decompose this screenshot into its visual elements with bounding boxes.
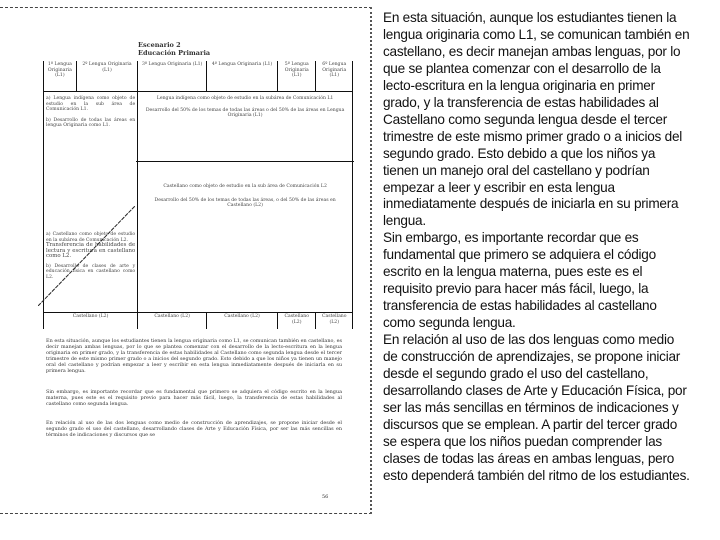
text-line: clases de todas las áreas en ambas lenguas, pero bbox=[383, 450, 675, 466]
left-text: b) Desarrollo de todas las áreas en lengua Originaria como L1. bbox=[46, 117, 136, 128]
text-line: requisito previo para hacer más fácil, luego, la bbox=[383, 281, 649, 297]
right-bottom-subcell bbox=[138, 162, 352, 217]
left-text: b) Desarrollo de clases de arte y educación física en castellano como L2. bbox=[46, 263, 136, 280]
header-cell: 2º Lengua Originaria (L1) bbox=[76, 61, 137, 92]
right-text: Desarrollo del 50% de los temas de todas las áreas, o del 50% de las áreas en Castellano (L2) bbox=[154, 197, 336, 208]
text-line: que se plantea comenzar con el desarrollo de la bbox=[383, 60, 661, 76]
header-cell: 1º Lengua Originaria (L1) bbox=[44, 61, 77, 92]
text-line: discursos que se emplean. A partir del tercer grado bbox=[383, 416, 678, 432]
text-line: como segunda lengua. bbox=[383, 315, 516, 331]
scan-paragraph: Sin embargo, es importante recordar que es fundamental que primero se adquiera el código escrito en la lengua materna, pues este es el requisito previo para hacer más fácil, luego, la transferencia de estas habilidades al castellano como segunda lengua. bbox=[46, 389, 342, 408]
text-line: tienen un manejo oral del castellano y podrían bbox=[383, 162, 650, 178]
left-text: a) Lengua indígena como objeto de estudio en la sub área de Comunicación L1. bbox=[46, 96, 136, 112]
right-text: Lengua indígena como objeto de estudio en la subárea de Comunicación L1 bbox=[156, 96, 334, 101]
text-line: escrito en la lengua materna, pues este es el bbox=[383, 264, 643, 280]
text-line: inmediatamente después de iniciarla en su primera bbox=[383, 196, 679, 212]
header-cell: 4º Lengua Originaria (L1) bbox=[207, 61, 278, 92]
footer-cell: Castellano (L2) bbox=[207, 313, 278, 330]
text-line: En relación al uso de las dos lenguas como medio bbox=[383, 332, 675, 348]
scan-subtitle-line: Educación Primaria bbox=[138, 49, 211, 57]
text-line: lengua originaria como L1, se comunican también en bbox=[383, 26, 690, 42]
text-line: desarrollando clases de Arte y Educación Física, por bbox=[383, 382, 687, 398]
right-text: Castellano como objeto de estudio en la sub área de Comunicación L2 bbox=[163, 184, 327, 189]
text-line: En esta situación, aunque los estudiantes tienen la bbox=[383, 10, 677, 25]
text-line: de construcción de aprendizajes, se propone iniciar bbox=[383, 349, 681, 365]
header-cell: 6º Lengua Originaria (L1) bbox=[316, 61, 353, 92]
scanned-document-image bbox=[0, 7, 372, 514]
header-cell: 3º Lengua Originaria (L1) bbox=[138, 61, 207, 92]
footer-cell: Castellano (L2) bbox=[316, 313, 353, 330]
text-line: transferencia de estas habilidades al castellano bbox=[383, 298, 657, 314]
text-line: ser las más sencillas en términos de indicaciones y bbox=[383, 399, 679, 415]
footer-cell: Castellano (L2) bbox=[138, 313, 207, 330]
text-line: Sin embargo, es importante recordar que es bbox=[383, 230, 639, 246]
text-line: desde el segundo grado el uso del castellano, bbox=[383, 366, 649, 382]
scan-paragraph: En relación al uso de las dos lenguas como medio de construcción de aprendizajes, se propone iniciar desde el segundo grado el uso del castellano, desarrollando clases de Arte y Educación Física, por ser las más sencillas en términos de indicaciones y discursos que se bbox=[46, 420, 342, 439]
diagonal-line bbox=[38, 206, 138, 306]
page-number: 56 bbox=[322, 494, 329, 500]
right-top-subcell bbox=[136, 92, 354, 162]
footer-cell: Castellano (L2) bbox=[44, 313, 138, 330]
table-header-row bbox=[44, 61, 353, 92]
footer-cell: Castellano (L2) bbox=[278, 313, 316, 330]
right-cell bbox=[138, 92, 353, 313]
text-line: se espera que los niños puedan comprender las bbox=[383, 433, 662, 449]
text-line: empezar a leer y escribir en esta lengua bbox=[383, 179, 615, 195]
body-text bbox=[383, 10, 718, 485]
text-line: castellano, es decir manejan ambas lenguas, por lo bbox=[383, 43, 681, 59]
text-line: Castellano como segunda lengua desde el tercer bbox=[383, 111, 667, 127]
text-line: grado, y la transferencia de estas habilidades al bbox=[383, 94, 659, 110]
text-line: segundo grado. Esto debido a que los niños ya bbox=[383, 145, 656, 161]
text-line: esto dependerá también del ritmo de los estudiantes. bbox=[383, 467, 690, 483]
right-text: Desarrollo del 50% de los temas de todas las áreas o del 50% de las áreas en Lengua Originaria (L1) bbox=[145, 107, 345, 118]
left-text: Transferencia de habilidades de lectura y escritura en castellano como L2. bbox=[46, 242, 136, 259]
scan-title bbox=[138, 41, 210, 57]
text-line: lecto-escritura en la lengua originaria en primer bbox=[383, 77, 655, 93]
text-line: lengua. bbox=[383, 213, 426, 229]
scan-paragraph: En esta situación, aunque los estudiantes tienen la lengua originaria como L1, se comunican también en castellano, es decir manejan ambas lenguas, por lo que se plantea comenzar con el desarrollo de la lecto-escritura en la lengua originaria en primer grado, y la transferencia de estas habilidades al Castellano como segunda lengua desde el tercer trimestre de este mismo primer grado o a inicios del segundo grado. Esto debido a que los niños ya tienen un manejo oral del castellano y podrían empezar a leer y escribir en esta lengua inmediatamente después de iniciarla en su primera lengua. bbox=[46, 338, 342, 375]
table-footer-row bbox=[44, 313, 353, 330]
text-line: trimestre de este mismo primer grado o a inicios del bbox=[383, 128, 683, 144]
text-line: fundamental que primero se adquiera el código bbox=[383, 247, 656, 263]
left-text: a) Castellano como objeto de estudio en la subárea de Comunicación L2. bbox=[46, 232, 136, 243]
header-cell: 5º Lengua Originaria (L1) bbox=[278, 61, 316, 92]
scan-title-line: Escenario 2 bbox=[138, 41, 181, 49]
